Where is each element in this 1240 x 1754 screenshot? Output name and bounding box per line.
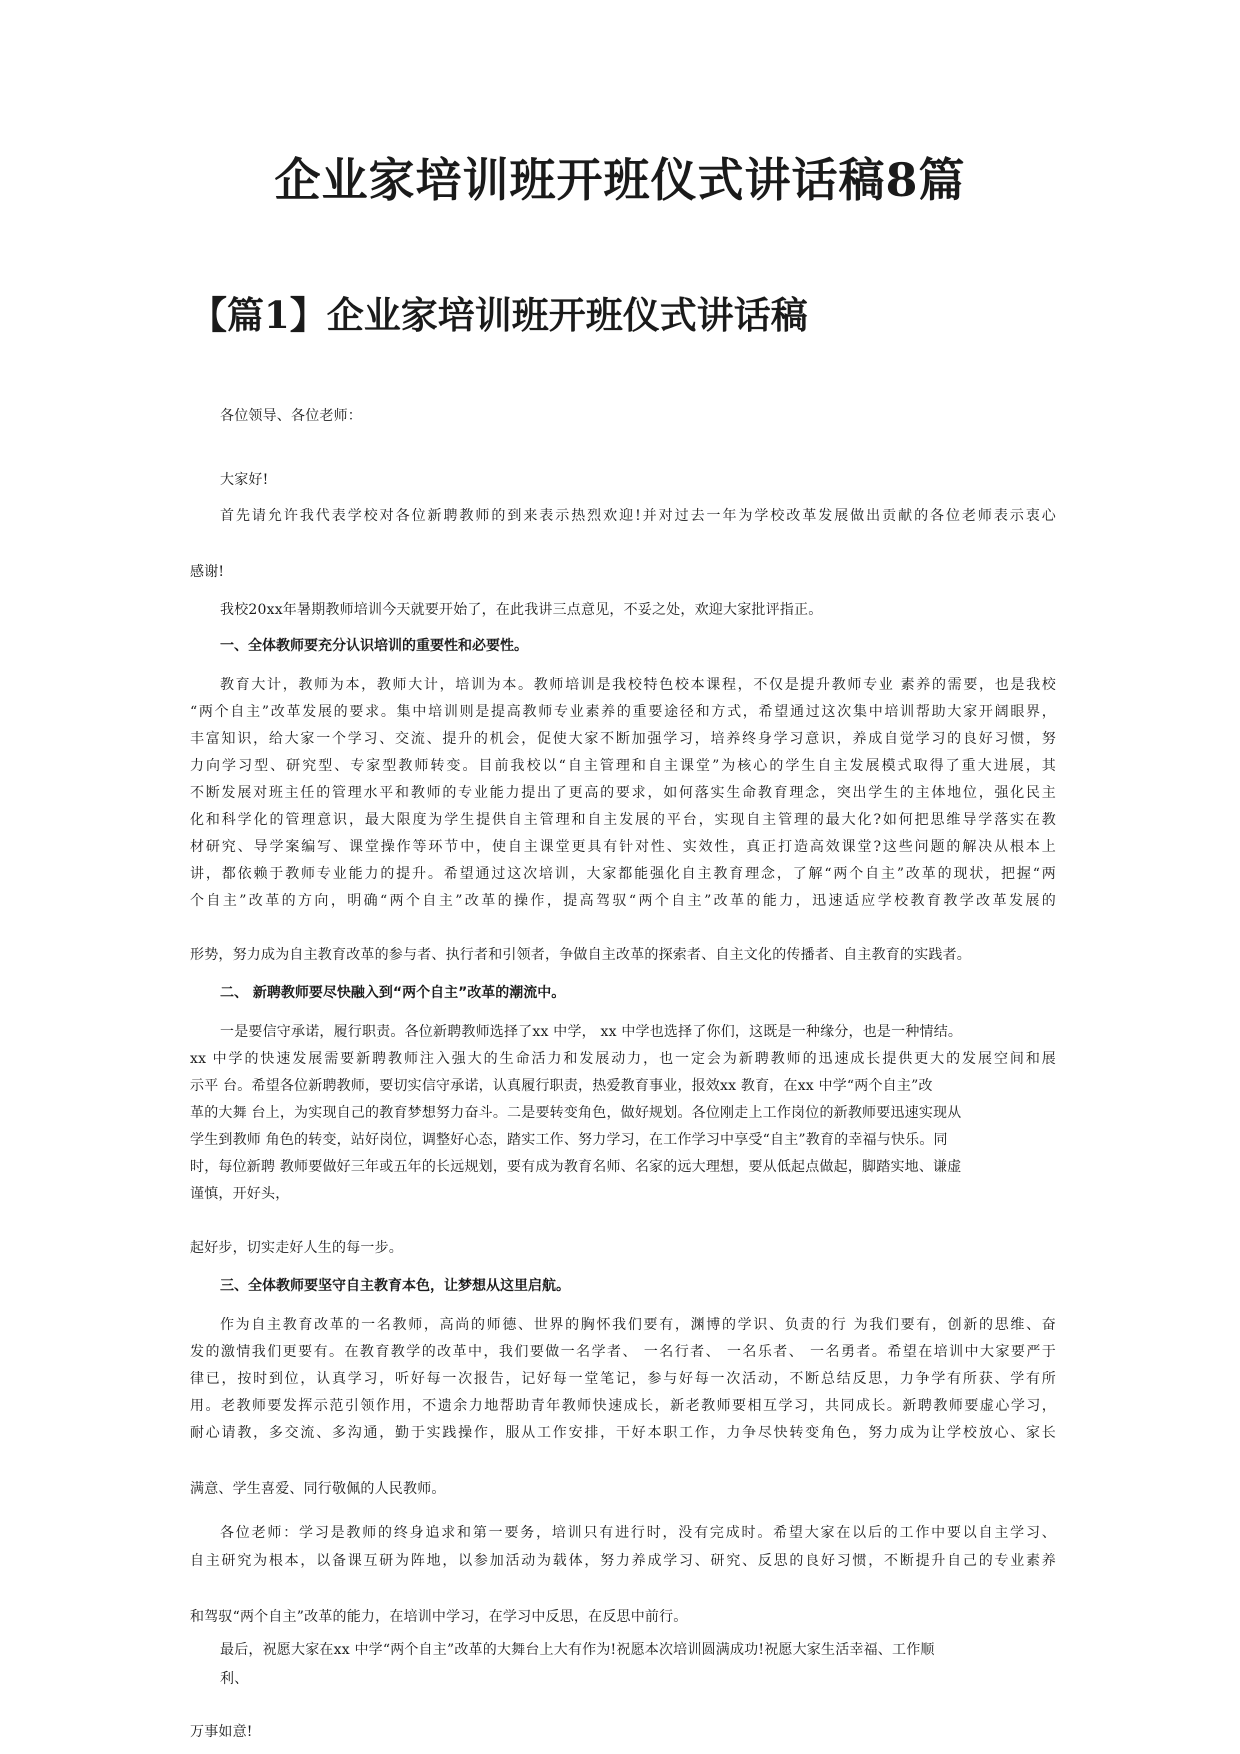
paragraph-line: 满意、学生喜爱、同行敬佩的人民教师。 xyxy=(190,1481,446,1497)
paragraph-line: 形势，努力成为自主教育改革的参与者、执行者和引领者，争做自主改革的探索者、自主文化的传播者、自主教育的实践者。 xyxy=(190,947,971,963)
paragraph-line: 律已，按时到位，认真学习，听好每一次报告，记好每一堂笔记，参与好每一次活动，不断总结反思，力争学有所获、学有所 xyxy=(190,1371,1056,1387)
paragraph-line: “两个自主”改革发展的要求。集中培训则是提高教师专业素养的重要途径和方式，希望通过这次集中培训帮助大家开阔眼界， xyxy=(190,704,1056,720)
paragraph-line: 各位老师：学习是教师的终身追求和第一要务，培训只有进行时，没有完成时。希望大家在以后的工作中要以自主学习、 xyxy=(220,1525,1056,1541)
paragraph-line: 化和科学化的管理意识，最大限度为学生提供自主管理和自主发展的平台，实现自主管理的最大化?如何把思维导学落实在教 xyxy=(190,812,1056,828)
paragraph-line: 教育大计，教师为本，教师大计，培训为本。教师培训是我校特色校本课程，不仅是提升教师专业 素养的需要，也是我校 xyxy=(220,677,1056,693)
paragraph-line: 发的激情我们更要有。在教育教学的改革中，我们要做一名学者、 一名行者、 一名乐者、 一名勇者。希望在培训中大家要严于 xyxy=(190,1344,1056,1360)
greeting: 大家好! xyxy=(220,472,269,488)
paragraph-line: 用。老教师要发挥示范引领作用，不遗余力地帮助青年教师快速成长，新老教师要相互学习，共同成长。新聘教师要虚心学习， xyxy=(190,1398,1056,1414)
paragraph-line: 示平 台。希望各位新聘教师，要切实信守承诺，认真履行职责，热爱教育事业，报效xx 教育，在xx 中学“两个自主”改 xyxy=(190,1078,933,1094)
paragraph-line: 我校20xx年暑期教师培训今天就要开始了，在此我讲三点意见，不妥之处，欢迎大家批评指正。 xyxy=(220,602,823,618)
paragraph-line: 最后，祝愿大家在xx 中学“两个自主”改革的大舞台上大有作为!祝愿本次培训圆满成功!祝愿大家生活幸福、工作顺 xyxy=(220,1642,935,1658)
paragraph-line: 不断发展对班主任的管理水平和教师的专业能力提出了更高的要求，如何落实生命教育理念，突出学生的主体地位，强化民主 xyxy=(190,785,1056,801)
paragraph-line: 材研究、导学案编写、课堂操作等环节中，使自主课堂更具有针对性、实效性，真正打造高效课堂?这些问题的解决从根本上 xyxy=(190,839,1056,855)
paragraph-line: 革的大舞 台上，为实现自己的教育梦想努力奋斗。二是要转变角色，做好规划。各位刚走上工作岗位的新教师要迅速实现从 xyxy=(190,1105,962,1121)
paragraph-line: 力向学习型、研究型、专家型教师转变。目前我校以“自主管理和自主课堂”为核心的学生自主发展模式取得了重大进展，其 xyxy=(190,758,1056,774)
paragraph-line: 讲，都依赖于教师专业能力的提升。希望通过这次培训，大家都能强化自主教育理念，了解“两个自主”改革的现状，把握“两 xyxy=(190,866,1056,882)
paragraph-line: 起好步，切实走好人生的每一步。 xyxy=(190,1240,403,1256)
paragraph-line: 和驾驭“两个自主”改革的能力，在培训中学习，在学习中反思，在反思中前行。 xyxy=(190,1609,688,1625)
paragraph-line: 学生到教师 角色的转变，站好岗位，调整好心态，踏实工作、努力学习，在工作学习中享受“自主”教育的幸福与快乐。同 xyxy=(190,1132,948,1148)
paragraph-line: 一是要信守承诺，履行职责。各位新聘教师选择了xx 中学， xx 中学也选择了你们，这既是一种缘分，也是一种情结。 xyxy=(220,1024,963,1040)
paragraph-line: 丰富知识，给大家一个学习、交流、提升的机会，促使大家不断加强学习，培养终身学习意识，养成自觉学习的良好习惯，努 xyxy=(190,731,1056,747)
salutation: 各位领导、各位老师： xyxy=(220,408,362,424)
paragraph-line: xx 中学的快速发展需要新聘教师注入强大的生命活力和发展动力，也一定会为新聘教师的迅速成长提供更大的发展空间和展 xyxy=(190,1051,1056,1067)
section-heading-2: 二、 新聘教师要尽快融入到“两个自主”改革的潮流中。 xyxy=(220,985,566,1001)
paragraph-line: 谨慎，开好头， xyxy=(190,1186,290,1202)
paragraph-line: 个自主”改革的方向，明确“两个自主”改革的操作，提高驾驭“两个自主”改革的能力，迅速适应学校教育教学改革发展的 xyxy=(190,893,1056,909)
paragraph-line: 自主研究为根本，以备课互研为阵地，以参加活动为载体，努力养成学习、研究、反思的良好习惯，不断提升自己的专业素养 xyxy=(190,1553,1056,1569)
paragraph-line: 利、 xyxy=(220,1671,249,1687)
paragraph-line: 感谢! xyxy=(190,564,225,580)
section-title: 【篇1】企业家培训班开班仪式讲话稿 xyxy=(190,293,808,337)
paragraph-line: 时，每位新聘 教师要做好三年或五年的长远规划，要有成为教育名师、名家的远大理想，要从低起点做起，脚踏实地、谦虚 xyxy=(190,1159,962,1175)
paragraph-line: 首先请允许我代表学校对各位新聘教师的到来表示热烈欢迎!并对过去一年为学校改革发展做出贡献的各位老师表示衷心 xyxy=(220,508,1056,524)
document-title: 企业家培训班开班仪式讲话稿8篇 xyxy=(274,153,966,207)
closing-line: 万事如意! xyxy=(190,1724,253,1740)
section-heading-3: 三、全体教师要坚守自主教育本色，让梦想从这里启航。 xyxy=(220,1278,570,1294)
section-heading-1: 一、全体教师要充分认识培训的重要性和必要性。 xyxy=(220,638,528,654)
paragraph-line: 耐心请教，多交流、多沟通，勤于实践操作，服从工作安排，干好本职工作，力争尽快转变角色，努力成为让学校放心、家长 xyxy=(190,1425,1056,1441)
paragraph-line: 作为自主教育改革的一名教师，高尚的师德、世界的胸怀我们要有，渊博的学识、负责的行 为我们要有，创新的思维、奋 xyxy=(220,1317,1056,1333)
